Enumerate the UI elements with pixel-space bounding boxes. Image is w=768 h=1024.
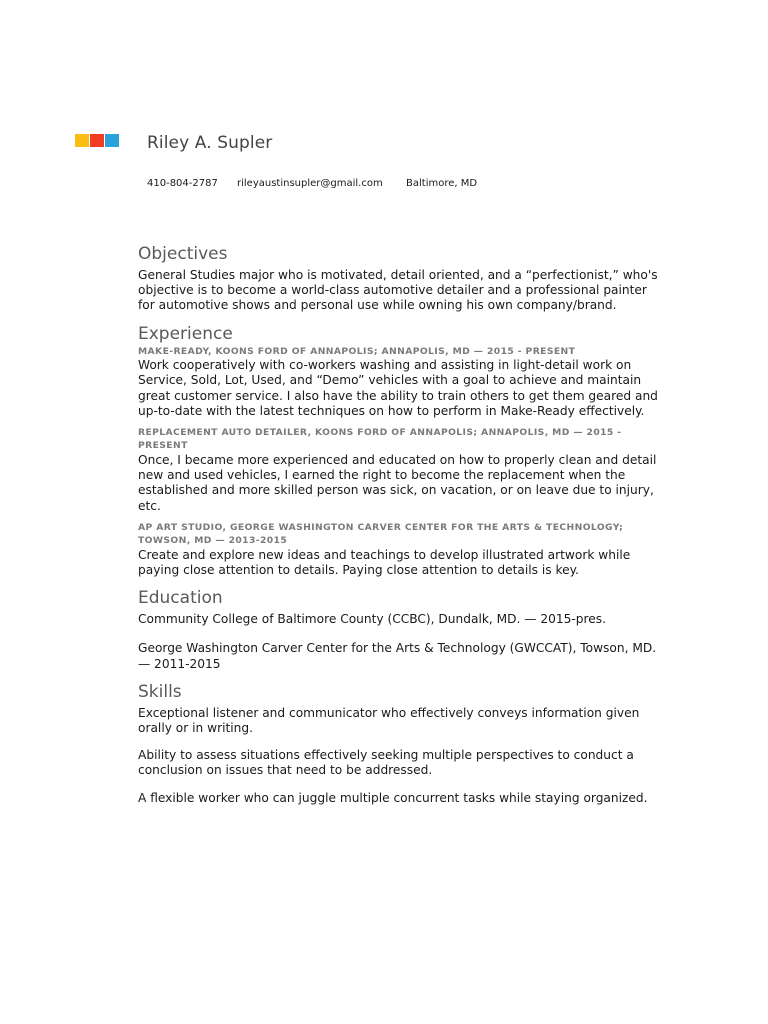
location: Baltimore, MD (406, 178, 478, 189)
phone-number: 410-804-2787 (147, 178, 218, 189)
education-section (138, 587, 663, 672)
job-description: Once, I became more experienced and educated on how to properly clean and detail new and used vehicles, I earned the right to become the replacement when the established and more skilled person was sick, on vacation, or on leave due to injury, etc. (138, 452, 657, 513)
email-address: rileyaustinsupler@gmail.com (237, 178, 383, 189)
experience-heading: Experience (138, 323, 233, 344)
resume-body (138, 243, 663, 806)
objectives-heading: Objectives (138, 244, 228, 264)
resume-name: Riley A. Supler (147, 133, 273, 153)
job-title: MAKE-READY, KOONS FORD OF ANNAPOLIS; ANNAPOLIS, MD — 2015 - PRESENT (138, 345, 576, 357)
objectives-section (138, 243, 663, 314)
skills-entry: Exceptional listener and communicator who effectively conveys information given orally or in writing. (138, 705, 640, 735)
red-block (90, 134, 104, 147)
education-entry: George Washington Carver Center for the Arts & Technology (GWCCAT), Towson, MD. — 2011-2015 (138, 641, 657, 671)
color-block-logo (75, 134, 119, 147)
contact-info (147, 178, 477, 189)
job-description: Work cooperatively with co-workers washing and assisting in light-detail work on Service, Sold, Lot, Used, and “Demo” vehicles with a goal to achieve and maintain great customer service. I also have the ability to train others to get them geared and up-to-date with the latest techniques on how to perform in Make-Ready effectively. (138, 358, 658, 418)
blue-block (105, 134, 119, 147)
objectives-text: General Studies major who is motivated, detail oriented, and a “perfectionist,” who's objective is to become a world-class automotive detailer and a professional painter for automotive shows and personal use while owning his own company/brand. (138, 268, 658, 313)
education-entry: Community College of Baltimore County (CCBC), Dundalk, MD. — 2015-pres. (138, 612, 606, 627)
yellow-block (75, 134, 89, 147)
job-title: AP ART STUDIO, GEORGE WASHINGTON CARVER CENTER FOR THE ARTS & TECHNOLOGY; TOWSON, MD — 2013-2015 (138, 521, 624, 547)
skills-section (138, 681, 663, 806)
skills-heading: Skills (138, 681, 182, 702)
skills-entry: A flexible worker who can juggle multiple concurrent tasks while staying organized. (138, 790, 648, 805)
experience-section (138, 323, 663, 579)
job-title: REPLACEMENT AUTO DETAILER, KOONS FORD OF ANNAPOLIS; ANNAPOLIS, MD — 2015 - PRESENT (138, 426, 622, 452)
education-heading: Education (138, 588, 223, 609)
job-description: Create and explore new ideas and teachings to develop illustrated artwork while paying close attention to details. Paying close attention to details is key. (138, 547, 631, 577)
skills-entry: Ability to assess situations effectively seeking multiple perspectives to conduct a conclusion on issues that need to be addressed. (138, 748, 634, 778)
